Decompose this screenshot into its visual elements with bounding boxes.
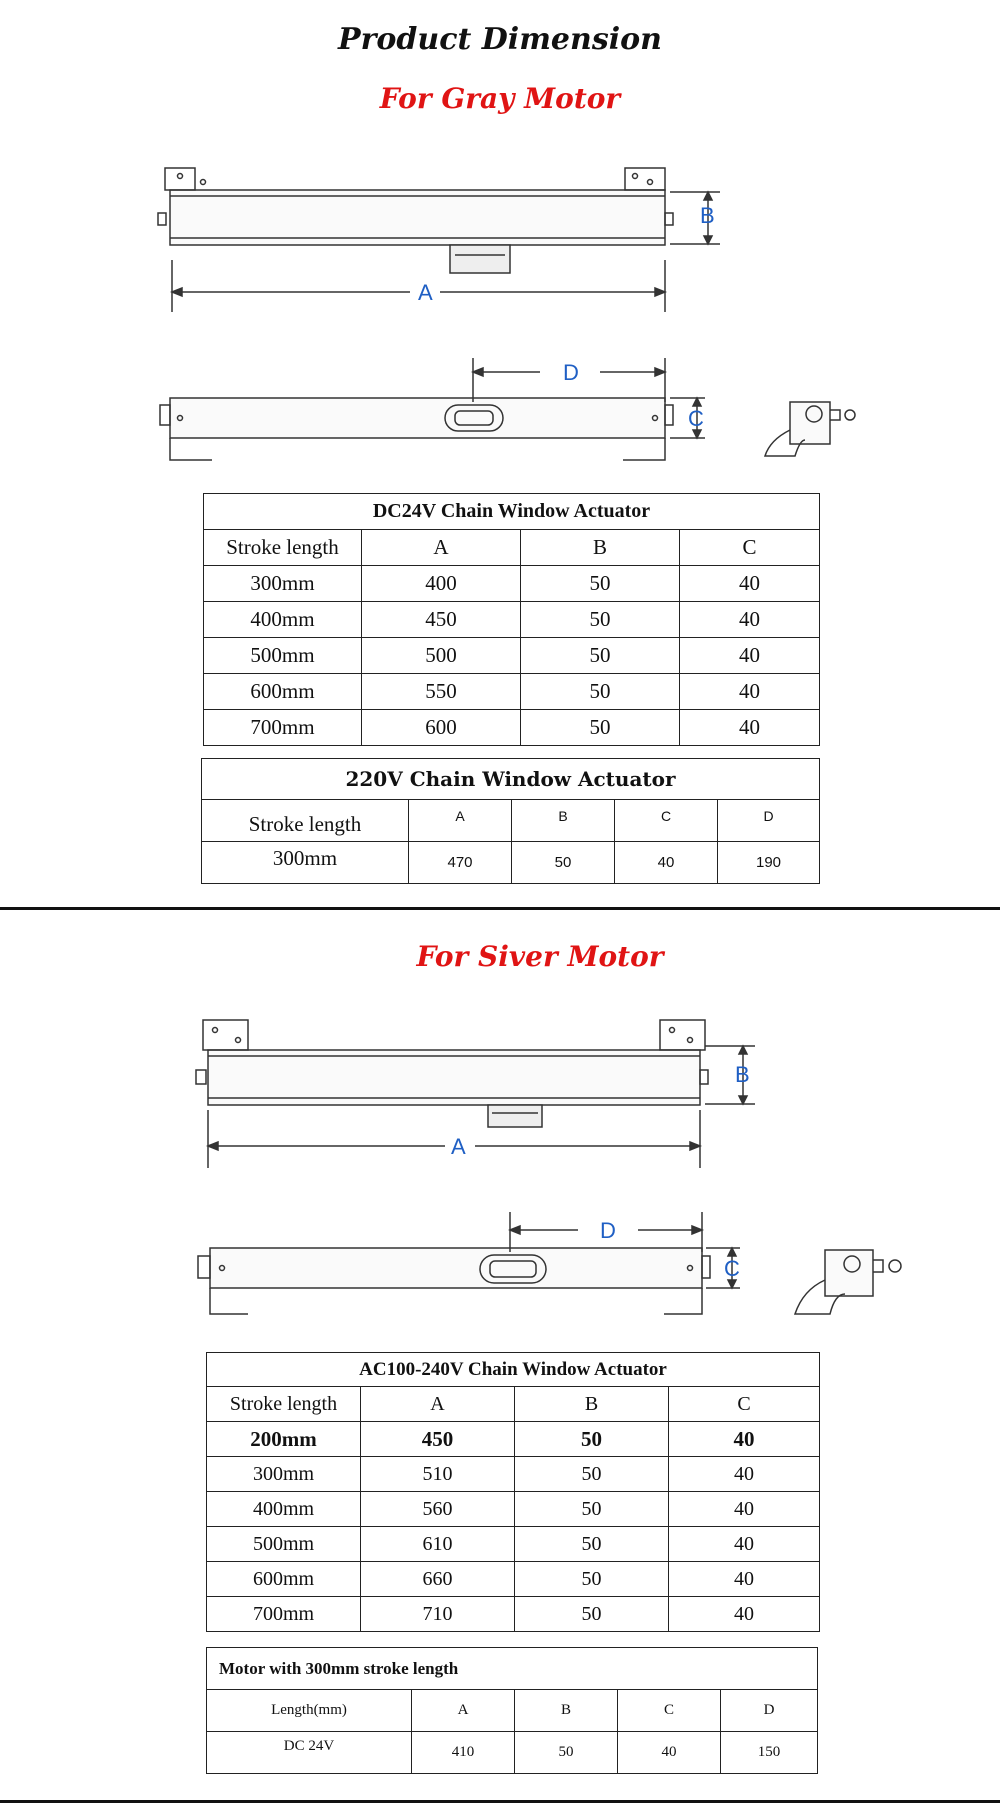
- table-row: [207, 1457, 820, 1492]
- table-cell: 50: [515, 1597, 669, 1632]
- table-caption: Motor with 300mm stroke length: [207, 1648, 818, 1690]
- table-cell: 300mm: [207, 1457, 361, 1492]
- table-caption: 220V Chain Window Actuator: [202, 759, 820, 800]
- table-cell: 200mm: [207, 1422, 361, 1457]
- table-cell: 600mm: [204, 674, 362, 710]
- table-row: [204, 566, 820, 602]
- table-caption: DC24V Chain Window Actuator: [204, 494, 820, 530]
- table-cell: 50: [515, 1562, 669, 1597]
- table-cell: 470: [409, 842, 512, 884]
- table-row: [204, 602, 820, 638]
- table-cell: 50: [515, 1492, 669, 1527]
- table-cell: 190: [718, 842, 820, 884]
- header-cell: B: [515, 1690, 618, 1732]
- header-cell: Length(mm): [207, 1690, 412, 1732]
- table-cell: 560: [361, 1492, 515, 1527]
- gray-motor-title: For Gray Motor: [379, 82, 621, 115]
- table-cell: 40: [669, 1527, 820, 1562]
- table-cell: 400mm: [207, 1492, 361, 1527]
- silver-actuator-body-side: [210, 1248, 702, 1288]
- table-cell: 400: [362, 566, 521, 602]
- table-row: [207, 1597, 820, 1632]
- table-caption: AC100-240V Chain Window Actuator: [207, 1353, 820, 1387]
- table-header-row: [207, 1387, 820, 1422]
- dimension-c-label: C: [724, 1256, 740, 1281]
- table-cell: 500: [362, 638, 521, 674]
- table-row: [207, 1732, 818, 1774]
- table-cell: 550: [362, 674, 521, 710]
- table-cell: 40: [680, 602, 820, 638]
- table-cell: 50: [521, 638, 680, 674]
- table-cell: DC 24V: [207, 1732, 412, 1774]
- gray-motor-drawing: [0, 140, 1000, 480]
- table-row: [207, 1492, 820, 1527]
- table-row: [204, 674, 820, 710]
- table-cell: 40: [680, 674, 820, 710]
- silver-actuator-body-top: [208, 1050, 700, 1105]
- table-cell: 40: [680, 710, 820, 746]
- table-cell: 410: [412, 1732, 515, 1774]
- table-row: [207, 1562, 820, 1597]
- table-cell: 150: [721, 1732, 818, 1774]
- header-cell: D: [721, 1690, 818, 1732]
- table-cell: 40: [669, 1422, 820, 1457]
- table-cell: 660: [361, 1562, 515, 1597]
- header-cell: B: [521, 530, 680, 566]
- dimension-a-label: A: [418, 280, 433, 305]
- header-cell: D: [718, 800, 820, 842]
- dimension-b-label: B: [700, 203, 715, 228]
- header-cell: Stroke length: [204, 530, 362, 566]
- dimension-c-label: C: [688, 406, 704, 431]
- table-row: [207, 1527, 820, 1562]
- table-cell: 710: [361, 1597, 515, 1632]
- table-cell: 40: [680, 638, 820, 674]
- table-cell: 50: [521, 566, 680, 602]
- table-cell: 500mm: [204, 638, 362, 674]
- table-row: [202, 842, 820, 884]
- table-cell: 50: [515, 1422, 669, 1457]
- header-cell: A: [409, 800, 512, 842]
- table-cell: 400mm: [204, 602, 362, 638]
- table-cell: 300mm: [202, 842, 409, 884]
- table-cell: 300mm: [204, 566, 362, 602]
- table-cell: 40: [618, 1732, 721, 1774]
- table-cell: 450: [362, 602, 521, 638]
- table-cell: 40: [669, 1597, 820, 1632]
- table-cell: 50: [521, 710, 680, 746]
- table-cell: 40: [680, 566, 820, 602]
- header-cell: C: [669, 1387, 820, 1422]
- table-cell: 40: [615, 842, 718, 884]
- silver-motor-drawing: [0, 1000, 1000, 1330]
- silver-motor-title: For Siver Motor: [416, 940, 664, 973]
- table-cell: 600: [362, 710, 521, 746]
- dimension-a-label: A: [451, 1134, 466, 1159]
- silver-motor-300-table: [206, 1647, 818, 1774]
- table-cell: 40: [669, 1562, 820, 1597]
- table-cell: 50: [515, 1527, 669, 1562]
- header-cell: C: [618, 1690, 721, 1732]
- gray-dc24v-table: [203, 493, 820, 746]
- dimension-d-label: D: [600, 1218, 616, 1243]
- table-cell: 700mm: [207, 1597, 361, 1632]
- page-title: Product Dimension: [338, 22, 662, 57]
- table-cell: 50: [512, 842, 615, 884]
- header-cell: Stroke length: [207, 1387, 361, 1422]
- table-cell: 700mm: [204, 710, 362, 746]
- header-cell: C: [680, 530, 820, 566]
- header-cell: B: [515, 1387, 669, 1422]
- table-cell: 610: [361, 1527, 515, 1562]
- table-row: [207, 1422, 820, 1457]
- table-cell: 50: [521, 674, 680, 710]
- table-header-row: [202, 800, 820, 842]
- header-cell: A: [412, 1690, 515, 1732]
- header-cell: C: [615, 800, 718, 842]
- table-row: [204, 710, 820, 746]
- header-cell: A: [361, 1387, 515, 1422]
- section-divider: [0, 1800, 1000, 1803]
- header-cell: A: [362, 530, 521, 566]
- silver-ac-table: [206, 1352, 820, 1632]
- table-cell: 450: [361, 1422, 515, 1457]
- table-cell: 40: [669, 1457, 820, 1492]
- table-cell: 40: [669, 1492, 820, 1527]
- section-divider: [0, 907, 1000, 910]
- table-header-row: [207, 1690, 818, 1732]
- table-cell: 600mm: [207, 1562, 361, 1597]
- gray-actuator-body-top: [170, 190, 665, 245]
- header-cell: B: [512, 800, 615, 842]
- dimension-d-label: D: [563, 360, 579, 385]
- dimension-b-label: B: [735, 1062, 750, 1087]
- table-header-row: [204, 530, 820, 566]
- table-cell: 500mm: [207, 1527, 361, 1562]
- table-row: [204, 638, 820, 674]
- table-cell: 50: [521, 602, 680, 638]
- table-cell: 510: [361, 1457, 515, 1492]
- gray-actuator-body-side: [170, 398, 665, 438]
- gray-220v-table: [201, 758, 820, 884]
- table-cell: 50: [515, 1732, 618, 1774]
- header-cell: Stroke length: [202, 800, 409, 842]
- table-cell: 50: [515, 1457, 669, 1492]
